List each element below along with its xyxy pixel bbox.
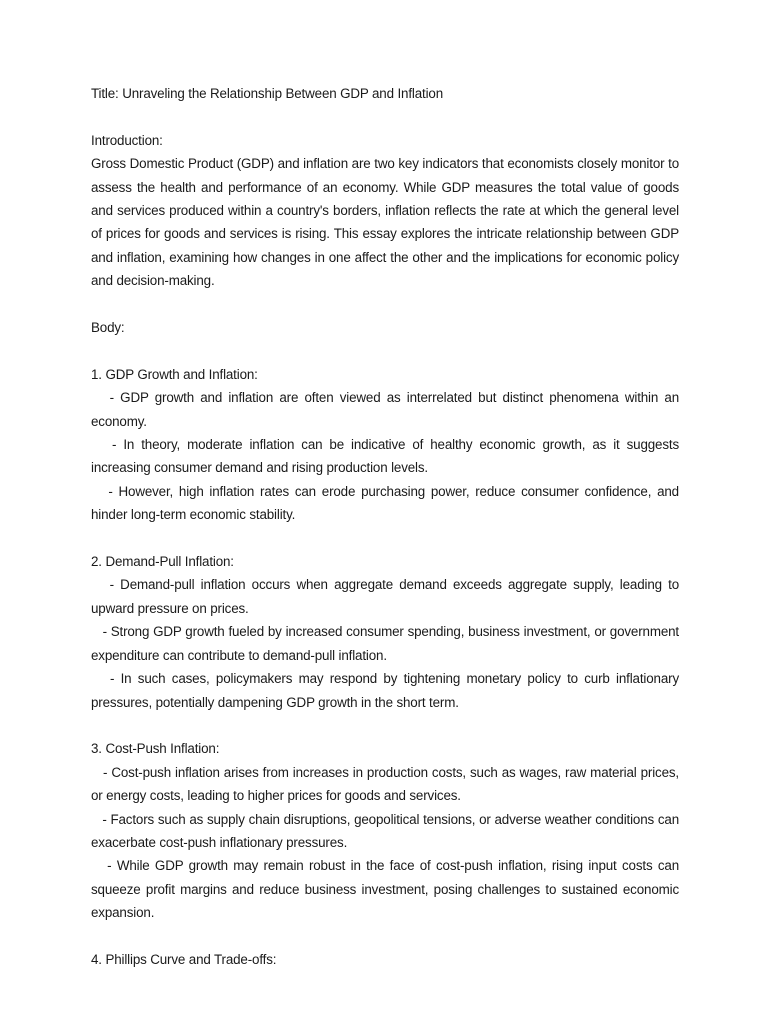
blank-line [91,105,679,128]
intro-paragraph: Gross Domestic Product (GDP) and inflation are two key indicators that economists closely monitor to assess the health and performance of an economy. While GDP measures the total value of goods and services produced within a country's borders, inflation reflects the rate at which the general level of prices for goods and services is rising. This essay explores the intricate relationship between GDP and inflation, examining how changes in one affect the other and the implications for economic policy and decision-making. [91,156,679,289]
intro-heading: Introduction: [91,132,163,148]
section-heading: 4. Phillips Curve and Trade-offs: [91,951,277,967]
bullet-item: - Cost-push inflation arises from increases in production costs, such as wages, raw material prices, or energy costs, leading to higher prices for goods and services. [91,764,683,804]
document-title: Title: Unraveling the Relationship Between GDP and Inflation [91,86,444,101]
bullet-item: - In theory, moderate inflation can be indicative of healthy economic growth, as it suggests increasing consumer demand and rising production levels. [91,437,683,476]
bullet-item: - However, high inflation rates can erode purchasing power, reduce consumer confidence, and hinder long-term economic stability. [91,483,683,523]
bullet-item: - GDP growth and inflation are often viewed as interrelated but distinct phenomena within an economy. [91,390,683,429]
section-heading: 2. Demand-Pull Inflation: [91,554,234,570]
blank-line [91,925,679,948]
bullet-item: - While GDP growth may remain robust in the face of cost-push inflation, rising input costs can squeeze profit margins and reduce business investment, posing challenges to sustained economic expansion. [91,858,683,921]
bullet-item: - Factors such as supply chain disruptions, geopolitical tensions, or adverse weather conditions can exacerbate cost-push inflationary pressures. [91,811,683,850]
body-heading: Body: [91,320,125,336]
blank-line [91,293,679,316]
document-body [91,82,683,971]
blank-line [91,714,679,737]
bullet-item: - In such cases, policymakers may respond by tightening monetary policy to curb inflationary pressures, potentially dampening GDP growth in the short term. [91,671,683,710]
blank-line [91,339,679,362]
blank-line [91,527,679,550]
section-heading: 1. GDP Growth and Inflation: [91,366,258,382]
section-heading: 3. Cost-Push Inflation: [91,741,220,757]
bullet-item: - Strong GDP growth fueled by increased consumer spending, business investment, or government expenditure can contribute to demand-pull inflation. [91,624,683,663]
bullet-item: - Demand-pull inflation occurs when aggregate demand exceeds aggregate supply, leading to upward pressure on prices. [91,577,683,616]
